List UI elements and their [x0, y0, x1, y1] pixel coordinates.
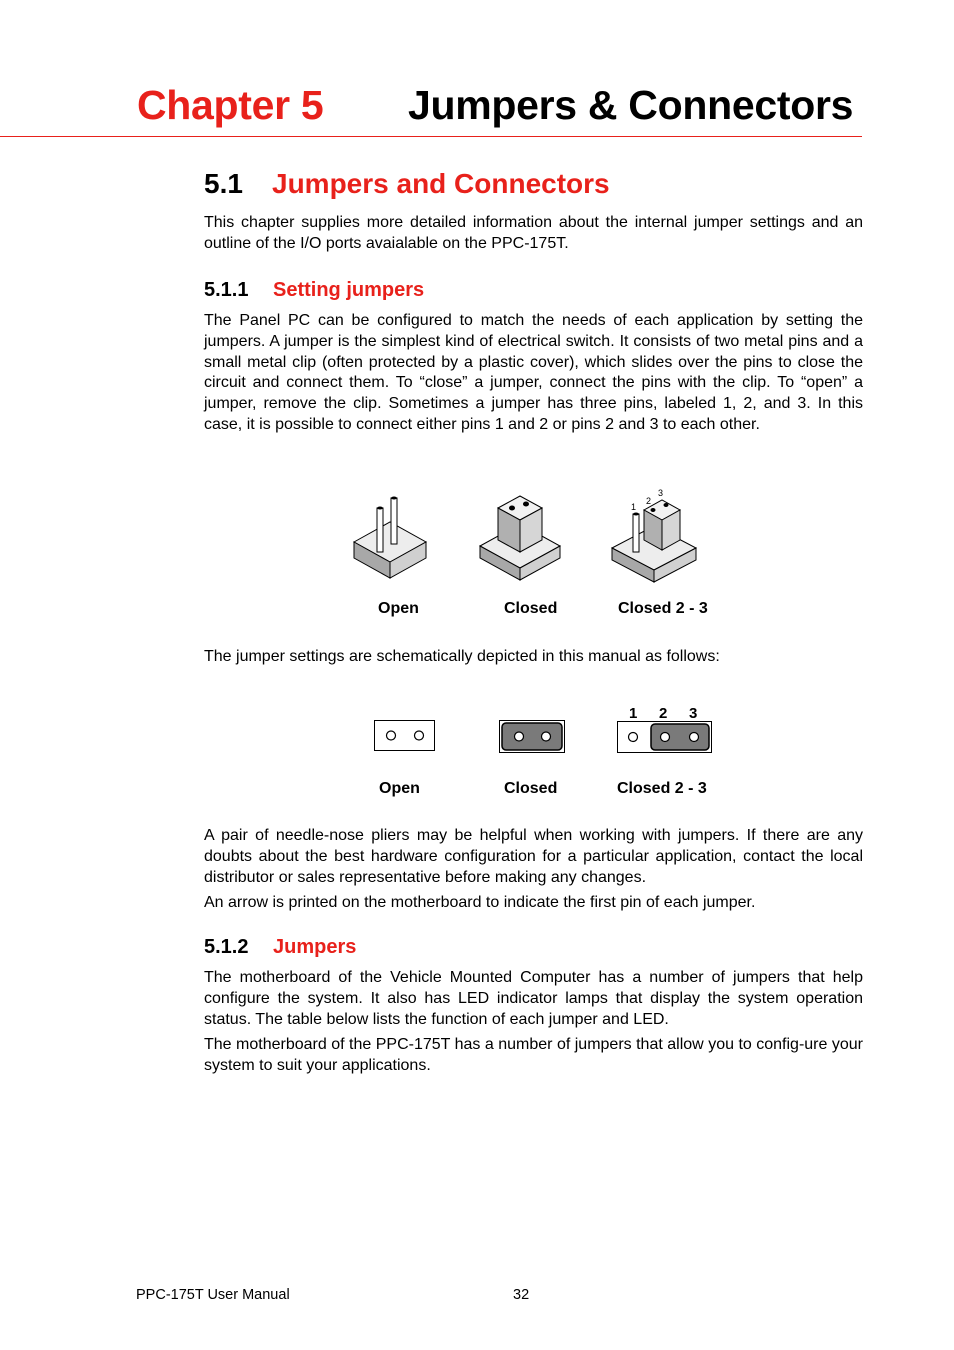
schematic-pin-2: 2: [659, 705, 668, 722]
subsection-heading-setting-jumpers: [204, 279, 424, 302]
arrow-paragraph: An arrow is printed on the motherboard to indicate the first pin of each jumper.: [204, 894, 756, 912]
section-number: 5.1: [204, 168, 243, 199]
schematic-open: [374, 720, 436, 752]
pin-number-3: 3: [658, 488, 664, 498]
figure1-label-open: Open: [378, 600, 419, 617]
setting-jumpers-block: [204, 311, 863, 436]
schematic-pin-3: 3: [689, 705, 698, 722]
footer-manual-name: PPC-175T User Manual: [136, 1287, 290, 1303]
subsection-number: 5.1.2: [204, 936, 249, 958]
subsection-title: Jumpers: [273, 936, 357, 958]
footer-page-number: 32: [513, 1287, 530, 1303]
schematic-intro-block: [204, 647, 863, 668]
figure2-label-closed-2-3: Closed 2 - 3: [617, 780, 707, 797]
pin-number-1: 1: [631, 502, 637, 512]
schematic-closed-2-3: [616, 703, 714, 755]
subsection-title: Setting jumpers: [273, 279, 425, 301]
jumpers-paragraph-2: The motherboard of the PPC-175T has a number of jumpers that allow you to config-ure your system to suit your applications.: [204, 1036, 863, 1075]
section-heading: [204, 168, 610, 200]
chapter-number: Chapter 5: [137, 82, 324, 128]
subsection-heading-jumpers: [204, 936, 356, 959]
pliers-block: [204, 826, 863, 914]
jumper-open-illustration: [352, 494, 428, 580]
schematic-closed: [499, 720, 567, 754]
section-title: Jumpers and Connectors: [272, 168, 610, 199]
intro-block: [204, 213, 863, 255]
pin-number-2: 2: [646, 496, 652, 506]
schematic-pin-1: 1: [629, 705, 638, 722]
figure1-label-closed-2-3: Closed 2 - 3: [618, 600, 708, 617]
chapter-title: Jumpers & Connectors: [408, 82, 854, 128]
jumper-closed-2-3-illustration: [610, 488, 698, 584]
chapter-header: [0, 78, 862, 137]
figure2-label-closed: Closed: [504, 780, 558, 797]
figure1-label-closed: Closed: [504, 600, 558, 617]
figure2-label-open: Open: [379, 780, 420, 797]
schematic-intro-paragraph: The jumper settings are schematically depicted in this manual as follows:: [204, 648, 720, 665]
subsection-number: 5.1.1: [204, 279, 249, 301]
pliers-paragraph: A pair of needle-nose pliers may be helpful when working with jumpers. If there are any doubts about the best hardware configuration for a particular application, contact the local distributor or sales representative before making any changes.: [204, 827, 863, 886]
jumpers-block: [204, 968, 863, 1077]
jumper-closed-illustration: [478, 492, 562, 582]
setting-jumpers-paragraph: The Panel PC can be configured to match the needs of each application by setting the jumpers. A jumper is the simplest kind of electrical switch. It consists of two metal pins and a small metal clip (often protected by a plastic cover), which slides over the pins to close the circuit and connect them. To “close” a jumper, connect the pins with the clip. To “open” a jumper, remove the clip. Sometimes a jumper has three pins, labeled 1, 2, and 3. In this case, it is possible to connect either pins 1 and 2 or pins 2 and 3 to each other.: [204, 312, 863, 433]
jumpers-paragraph-1: The motherboard of the Vehicle Mounted Computer has a number of jumpers that help configure the system. It also has LED indicator lamps that display the system operation status. The table below lists the function of each jumper and LED.: [204, 969, 863, 1028]
intro-paragraph: This chapter supplies more detailed information about the internal jumper settings and an outline of the I/O ports avaialable on the PPC-175T.: [204, 214, 863, 252]
